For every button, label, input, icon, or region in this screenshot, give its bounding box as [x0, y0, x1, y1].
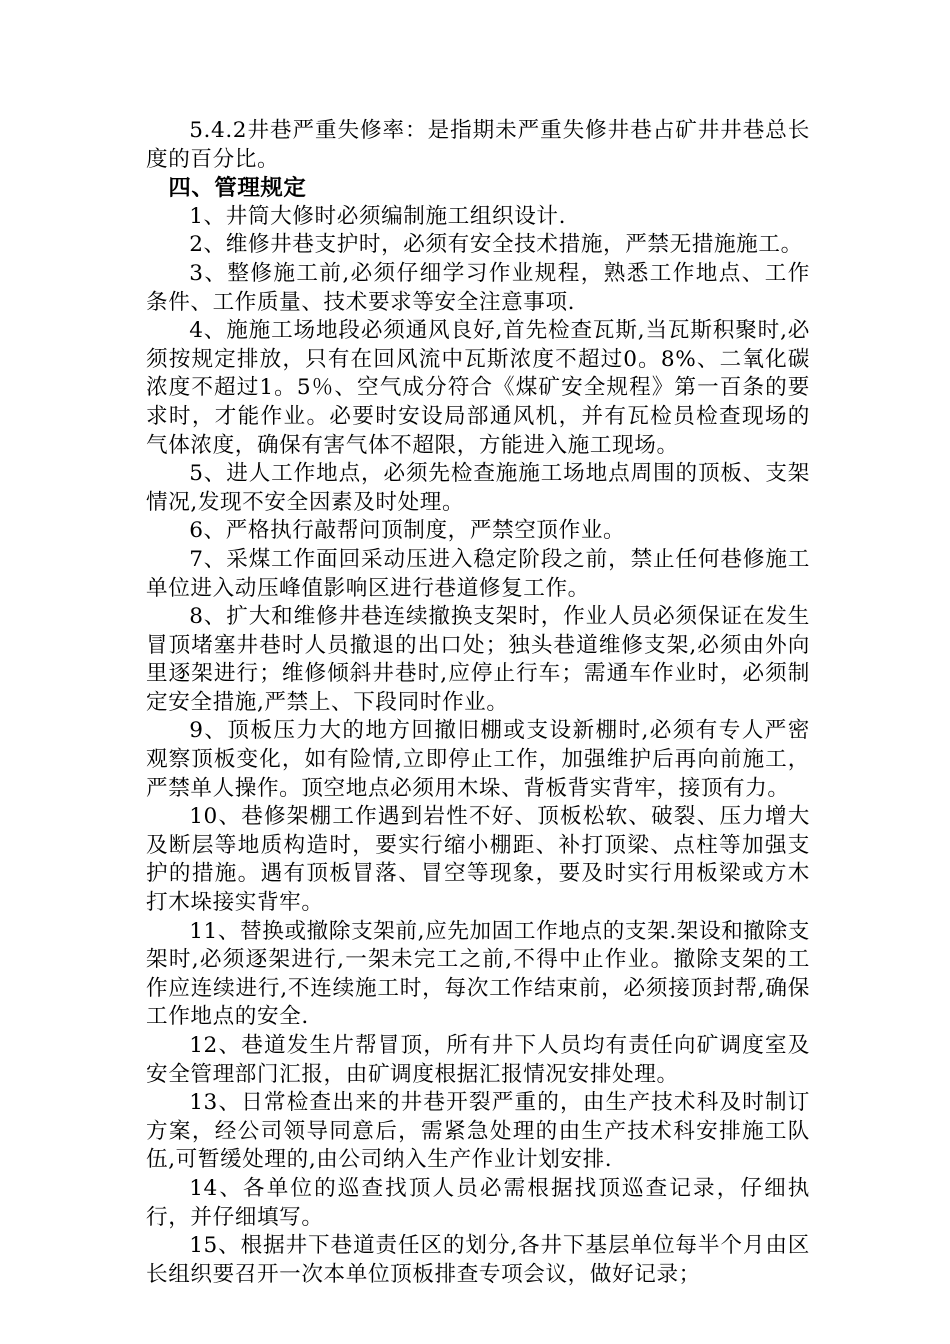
rule-item-14: 14、各单位的巡查找顶人员必需根据找顶巡查记录，仔细执行，并仔细填写。 [146, 1175, 810, 1230]
rule-item-4: 4、施施工场地段必须通风良好,首先检查瓦斯,当瓦斯积聚时,必须按规定排放，只有在回风流中瓦斯浓度不超过0。8%、二氧化碳浓度不超过1。5％、空气成分符合《煤矿安全规程》第一百条的要求时，才能作业。必要时安设局部通风机，并有瓦检员检查现场的气体浓度，确保有害气体不超限，方能进入施工现场。 [146, 318, 810, 458]
rule-item-5: 5、进人工作地点，必须先检查施施工场地点周围的顶板、支架情况,发现不安全因素及时处理。 [146, 461, 810, 515]
rule-item-12: 12、巷道发生片帮冒顶，所有井下人员均有责任向矿调度室及安全管理部门汇报，由矿调度根据汇报情况安排处理。 [146, 1033, 810, 1087]
document-body [146, 117, 810, 1289]
section-5-4-2: 5.4.2井巷严重失修率：是指期未严重失修井巷占矿井井巷总长度的百分比。 [146, 118, 810, 172]
rule-item-3: 3、整修施工前,必须仔细学习作业规程，熟悉工作地点、工作条件、工作质量、技术要求等安全注意事项. [146, 260, 810, 315]
rule-item-7: 7、采煤工作面回采动压进入稳定阶段之前，禁止任何巷修施工单位进入动压峰值影响区进行巷道修复工作。 [146, 546, 810, 601]
rule-item-8: 8、扩大和维修井巷连续撤换支架时，作业人员必须保证在发生冒顶堵塞井巷时人员撤退的出口处；独头巷道维修支架,必须由外向里逐架进行；维修倾斜井巷时,应停止行车；需通车作业时，必须制定安全措施,严禁上、下段同时作业。 [146, 604, 810, 715]
rule-item-13: 13、日常检查出来的井巷开裂严重的，由生产技术科及时制订方案，经公司领导同意后，需紧急处理的由生产技术科安排施工队伍,可暂缓处理的,由公司纳入生产作业计划安排. [146, 1090, 810, 1173]
rule-item-10: 10、巷修架棚工作遇到岩性不好、顶板松软、破裂、压力增大及断层等地质构造时，要实行缩小棚距、补打顶梁、点柱等加强支护的措施。遇有顶板冒落、冒空等现象，要及时实行用板梁或方木打木垛接实背牢。 [146, 804, 810, 916]
rule-item-1: 1、井筒大修时必须编制施工组织设计. [189, 203, 567, 229]
rule-item-2: 2、维修井巷支护时，必须有安全技术措施，严禁无措施施工。 [189, 232, 803, 258]
rule-item-6: 6、严格执行敲帮问顶制度，严禁空顶作业。 [189, 518, 626, 544]
rule-item-11: 11、替换或撤除支架前,应先加固工作地点的支架.架设和撤除支架时,必须逐架进行,一架未完工之前,不得中止作业。撤除支架的工作应连续进行,不连续施工时，每次工作结束前，必须接顶封帮,确保工作地点的安全. [146, 918, 810, 1030]
section-heading: 四、管理规定 [168, 175, 307, 202]
rule-item-9: 9、顶板压力大的地方回撤旧棚或支设新棚时,必须有专人严密观察顶板变化，如有险情,立即停止工作，加强维护后再向前施工，严禁单人操作。顶空地点必须用木垛、背板背实背牢，接顶有力。 [146, 718, 810, 801]
rule-item-15: 15、根据井下巷道责任区的划分,各井下基层单位每半个月由区长组织要召开一次本单位顶板排查专项会议，做好记录； [146, 1233, 810, 1287]
